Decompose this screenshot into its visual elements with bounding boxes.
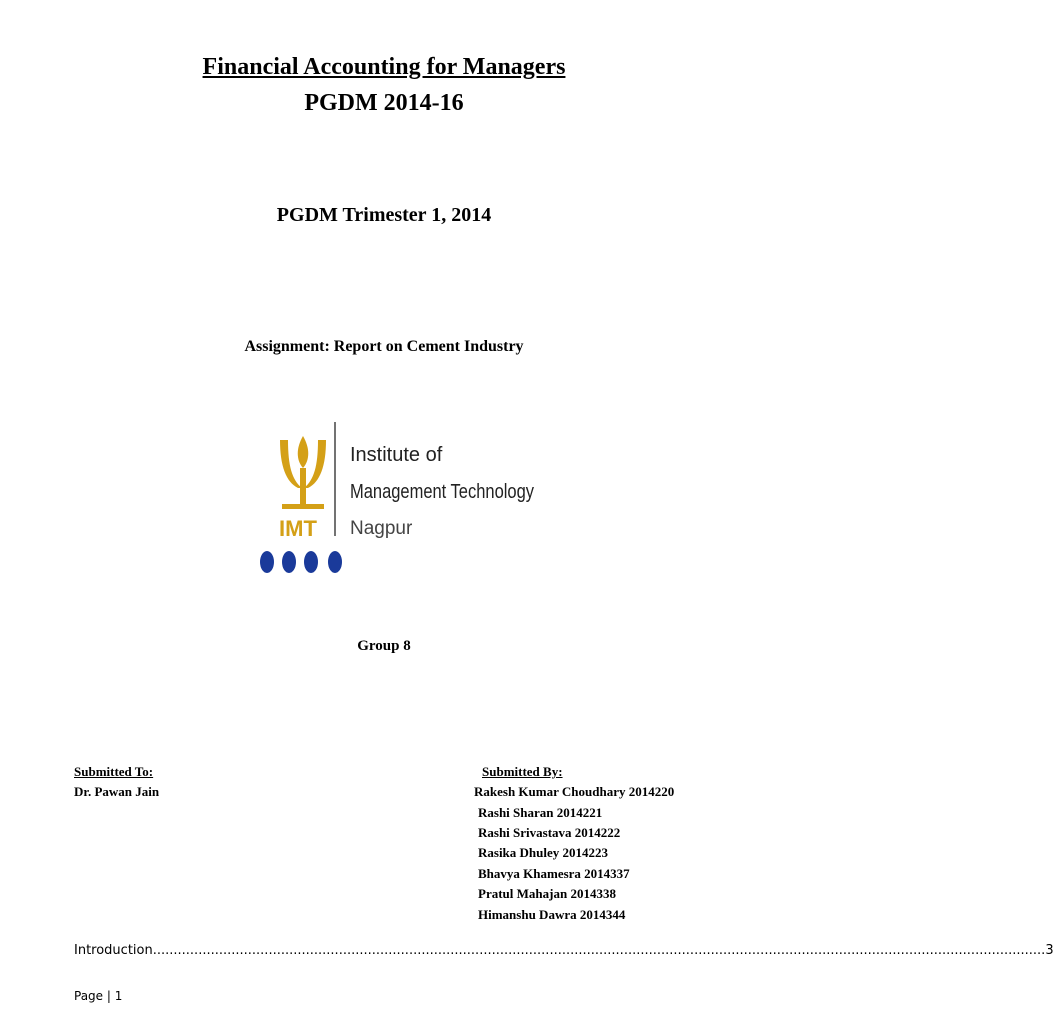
member-item: Pratul Mahajan 2014338	[478, 886, 616, 901]
imt-logo	[258, 418, 548, 578]
member-item: Rashi Sharan 2014221	[478, 805, 603, 820]
group-label: Group 8	[357, 638, 411, 654]
submitted-to-label: Submitted To:	[74, 764, 154, 779]
logo-line1: Institute of	[350, 444, 443, 466]
blue-dots-icon	[260, 551, 342, 573]
page-footer: Page | 1	[74, 989, 123, 1003]
imt-logo-graphic	[258, 418, 548, 578]
member-item: Bhavya Khamesra 2014337	[478, 866, 630, 881]
trident-emblem-icon	[280, 436, 326, 509]
submitted-to-name: Dr. Pawan Jain	[74, 784, 160, 799]
logo-abbr: IMT	[279, 516, 317, 541]
program-title: PGDM 2014-16	[304, 90, 464, 116]
member-item: Rakesh Kumar Choudhary 2014220	[474, 784, 675, 799]
toc-leader-dots	[153, 943, 1046, 958]
trimester-heading: PGDM Trimester 1, 2014	[276, 204, 492, 226]
logo-line3: Nagpur	[350, 518, 413, 539]
toc-entry-page: 3	[1045, 943, 1054, 958]
toc-entry[interactable]	[74, 943, 1054, 958]
submitted-by-label: Submitted By:	[482, 764, 563, 779]
assignment-heading: Assignment: Report on Cement Industry	[244, 338, 524, 355]
logo-line2: Management Technology	[350, 481, 534, 503]
document-title: Financial Accounting for Managers	[202, 54, 566, 80]
member-item: Rasika Dhuley 2014223	[478, 845, 609, 860]
member-item: Himanshu Dawra 2014344	[478, 907, 626, 922]
toc-entry-label: Introduction	[74, 943, 153, 958]
member-item: Rashi Srivastava 2014222	[478, 825, 621, 840]
